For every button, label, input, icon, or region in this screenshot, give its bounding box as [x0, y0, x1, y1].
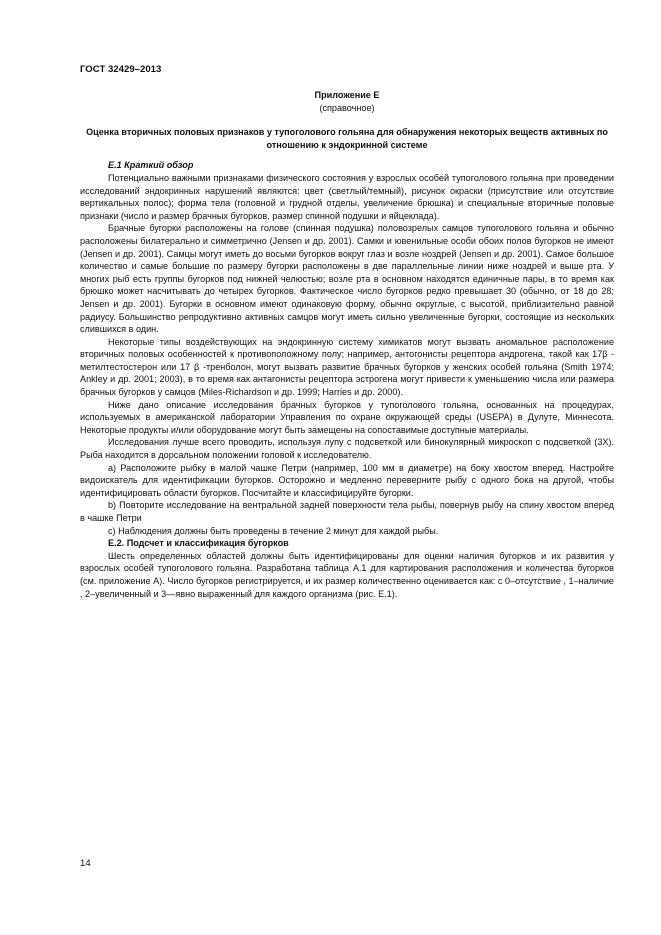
- list-item: a) Расположите рыбку в малой чашке Петри (например, 100 мм в диаметре) на боку хвостом вперед. Настройте видоискатель для идентификации бугорков. Осторожно и медленно переверните рыбу с одного бока на другой, чтобы идентифицировать области бугорков. Посчитайте и классифицируйте бугорки.: [80, 462, 614, 498]
- paragraph: Ниже дано описание исследования брачных бугорков у тупоголового гольяна, основанных на процедурах, используемых в американской лаборатории Управления по охране окружающей среды (USEPA) в Дулуте, Миннесота. Некоторые продукты и/или оборудование могут быть замещены на сопоставимые доступные материалы.: [80, 399, 614, 435]
- paragraph: Брачные бугорки расположены на голове (спинная подушка) половозрелых самцов тупоголового гольяна и обычно расположены билатерально и симметрично (Jensen и др. 2001). Самки и ювенильные особи обоих полов бугорков не имеют (Jensen и др. 2001). Самцы могут иметь до восьми бугорков вокруг глаз и возле ноздрей (Jensen и др. 2001). Самое большое количество и самые большие по размеру бугорки расположены в две параллельные линии ниже ноздрей и выше рта. У многих рыб есть группы бугорков под нижней челюстью; возле рта в основном находятся единичные пары, в то время как брюшко может насчитывать до четырех бугорков. Фактическое число бугорков редко превышает 30 (обычно, от 18 до 28; Jensen и др. 2001). Бугорки в основном имеют одинаковую форму, обычно округлые, с высотой, приблизительно равной радиусу. Большинство репродуктивно активных самцов могут иметь сильно увеличенные бугорки, состоящие из нескольких слившихся в один.: [80, 223, 614, 335]
- paragraph: Исследования лучше всего проводить, используя лупу с подсветкой или бинокулярный микроскоп с подсветкой (3X). Рыба находится в дорсальном положении головой к исследователю.: [80, 437, 614, 461]
- annex-subtitle: (справочное): [319, 102, 375, 113]
- page-content: [80, 89, 614, 600]
- paragraph: Шесть определенных областей должны быть идентифицированы для оценки наличия бугорков и их развития у взрослых особей тупоголового гольяна. Разработана таблица А.1 для картирования расположения и количества бугорков (см. приложение А). Число бугорков регистрируется, и их размер количественно оценивается как: с 0–отсутствие , 1–наличие , 2–увеличенный и 3—явно выраженный для каждого организма (рис. Е.1).: [80, 550, 614, 599]
- section-heading: Е.1 Краткий обзор: [108, 160, 194, 171]
- annex-title: Приложение Е: [314, 90, 380, 100]
- annex-heading: Оценка вторичных половых признаков у тупоголового гольяна для обнаружения некоторых веществ активных по отношению к эндокринной системе: [86, 127, 608, 150]
- list-item: c) Наблюдения должны быть проведены в течение 2 минут для каждой рыбы.: [108, 525, 439, 536]
- page-number: 14: [80, 858, 91, 869]
- section-heading: Е.2. Подсчет и классификация бугорков: [108, 538, 289, 549]
- paragraph: Потенциально важными признаками физического состояния у взрослых особей тупоголового гольяна при проведении исследований эндокринных нарушений являются: цвет (светлый/темный), рисунок окраски (присутствие или отсутствие вертикальных полос); форма тела (головной и грудной отделы, увеличение брюшка) и специальные вторичные половые признаки (число и размер брачных бугорков, размер спинной подушки и яйцеклада).: [80, 172, 614, 221]
- document-code: ГОСТ 32429–2013: [80, 64, 162, 75]
- list-item: b) Повторите исследование на вентральной задней поверхности тела рыбы, повернув рыбу на спину хвостом вперед в чашке Петри: [80, 500, 614, 523]
- paragraph: Некоторые типы воздействующих на эндокринную систему химикатов могут вызвать аномальное расположение вторичных половых особенностей к противоположному полу; например, антогонисты рецептора андрогена, такой как 17β - метилтестостерон или 17 β -тренболон, могут вызвать развитие брачных бугорков у женских особей гольяна (Smith 1974; Ankley и др. 2001; 2003), в то время как антагонисты рецептора эстрогена могут привести к уменьшению числа или размера брачных бугорков у самцов (Miles-Richardson и др. 1999; Harries и др. 2000).: [80, 336, 614, 398]
